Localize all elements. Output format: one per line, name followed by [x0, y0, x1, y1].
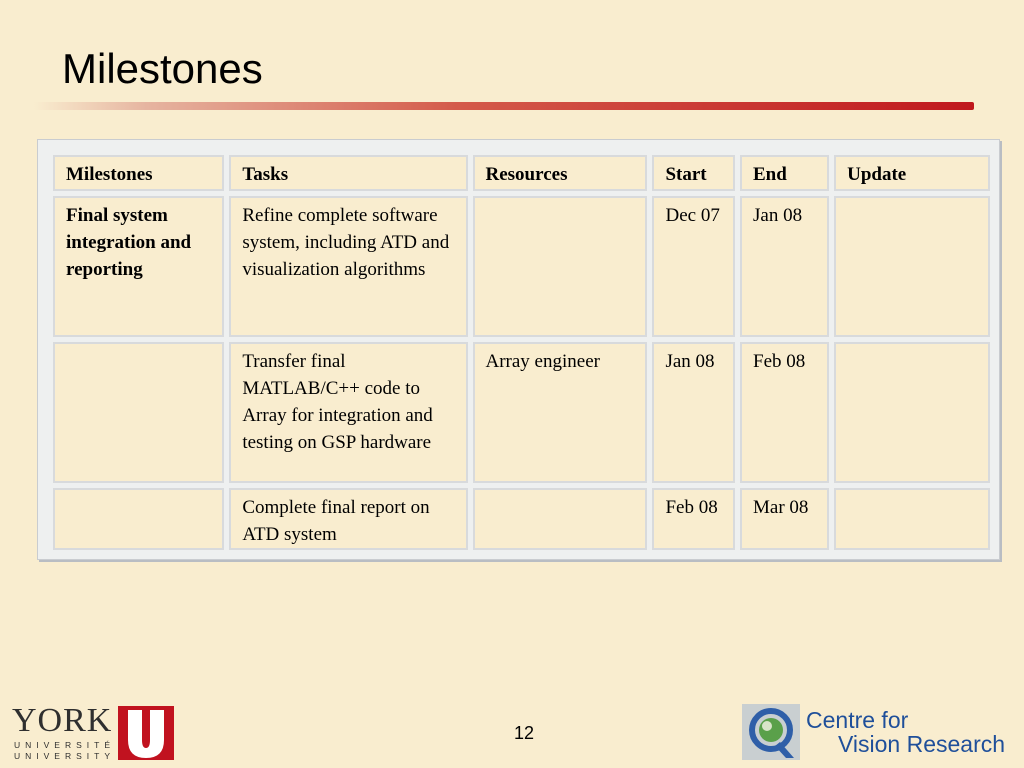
header-milestones: Milestones [53, 155, 224, 191]
cell-resources [473, 196, 648, 337]
york-u-icon [118, 706, 174, 760]
cell-milestone: Final system integration and reporting [53, 196, 224, 337]
cvr-emblem [742, 704, 800, 760]
header-resources: Resources [473, 155, 648, 191]
cell-update [834, 342, 990, 483]
slide-title: Milestones [62, 45, 263, 92]
title-underline [34, 102, 974, 110]
cell-task: Complete final report on ATD system [229, 488, 467, 550]
cell-resources: Array engineer [473, 342, 648, 483]
table-row [53, 342, 990, 483]
cell-start: Jan 08 [652, 342, 735, 483]
york-university: UNIVERSITY [14, 751, 116, 761]
table-row [53, 196, 990, 337]
page-number: 12 [514, 723, 535, 743]
table-row [53, 488, 990, 550]
cell-resources [473, 488, 648, 550]
cell-end: Jan 08 [740, 196, 829, 337]
cvr-line-2: Vision Research [838, 731, 1006, 757]
header-update: Update [834, 155, 990, 191]
cell-start: Dec 07 [652, 196, 735, 337]
cell-end: Mar 08 [740, 488, 829, 550]
york-university-logo [12, 704, 172, 760]
milestones-table [48, 150, 995, 555]
cell-update [834, 196, 990, 337]
york-u-block [118, 706, 174, 760]
york-wordmark: YORK [12, 702, 113, 739]
header-tasks: Tasks [229, 155, 467, 191]
cvr-line-1: Centre for [806, 707, 909, 733]
cell-task: Refine complete software system, including ATD and visualization algorithms [229, 196, 467, 337]
cell-update [834, 488, 990, 550]
cell-task: Transfer final MATLAB/C++ code to Array for integration and testing on GSP hardware [229, 342, 467, 483]
header-end: End [740, 155, 829, 191]
cvr-logo [742, 700, 1018, 764]
cell-end: Feb 08 [740, 342, 829, 483]
york-universite: UNIVERSITÉ [14, 740, 116, 750]
table-header-row [53, 155, 990, 191]
cvr-emblem-icon [742, 704, 800, 760]
header-start: Start [652, 155, 735, 191]
cell-milestone [53, 488, 224, 550]
cell-milestone [53, 342, 224, 483]
milestones-table-frame [37, 139, 1000, 560]
cell-start: Feb 08 [652, 488, 735, 550]
